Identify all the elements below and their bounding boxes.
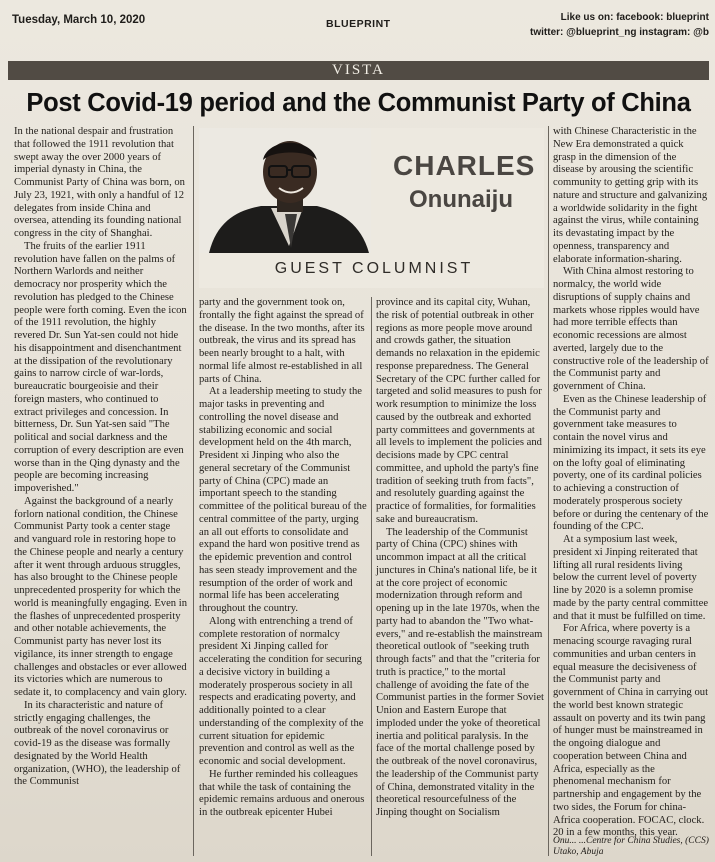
column-rule — [193, 126, 194, 856]
paragraph: At a symposium last week, president xi Jinping reiterated that lifting all rural residents living below the current level of poverty line by 2020 is a solemn promise made by the party central committee and that it must be fulfilled on time. — [553, 534, 709, 622]
paragraph: With China almost restoring to normalcy, the world wide disruptions of supply chains and markets whose ripples would have had more terrible effects than economic recessions are almost averted, largely due to the constructive role of the leadership of the Communist party and government of China. — [553, 266, 709, 392]
paper-name: BLUEPRINT — [326, 18, 391, 30]
paragraph: Even as the Chinese leadership of the Communist party and government take measures to contain the novel virus and minimizing its impact, it sets its eye on the lofty goal of eliminating poverty, one of its cardinal policies to achieving a construction of moderately prosperous society before or during the centenary of the founding of the CPC. — [553, 393, 709, 533]
social-line-2: twitter: @blueprint_ng instagram: @b — [530, 27, 709, 38]
paragraph: The leadership of the Communist party of China (CPC) shines with uncommon impact at all the critical junctures in China's national life, be it at the core project of economic modernization through reform and opening up in the late 1970s, when the party had to abandon the "Two what-evers," and re-establish the mainstream theoretical outlook of "seeking truth through facts" and that the "criteria for truth is practice," to the mortal challenge of avoiding the fate of the Communist parties in the former Soviet Union and Eastern Europe that imploded under the yoke of theoretical inertia and political paralysis. In the face of the mortal challenge posed by the outbreak of the novel coronavirus, the leadership of the Communist party of China, demonstrated vitality in the theoretical resourcefulness of the Jinping thought on Socialism — [376, 526, 545, 818]
paragraph: At a leadership meeting to study the major tasks in preventing and controlling the novel disease and stabilizing economic and social development held on the 4th march, President xi Jinping who also the general secretary of the Communist party of China (CPC) made an important speech to the standing committee of the political bureau of the central committee of the party, urging an all out efforts to consolidate and expand the hard won positive trend as the epidemic prevention and control has seen steady improvement and the resumption of the order of work and normal life has been accelerating throughout the country. — [199, 386, 367, 614]
paragraph: with Chinese Characteristic in the New Era demonstrated a quick grasp in the dimension of the disease by arousing the scientific community to getting grip with its nature and structure and galvanizing a worldwide solidarity in the fight against the virus, while containing its devastating impact by the openness, transparency and elaborate information-sharing. — [553, 126, 708, 265]
social-line-1: Like us on: facebook: blueprint — [560, 12, 709, 23]
issue-date: Tuesday, March 10, 2020 — [12, 14, 146, 26]
author-portrait — [199, 128, 371, 253]
author-credit: Onu... ...Centre for China Studies, (CCS) Utako, Abuja — [553, 836, 709, 857]
column-rule — [371, 297, 372, 856]
article-headline: Post Covid-19 period and the Communist Party of China — [26, 89, 691, 117]
social-handles — [459, 10, 709, 40]
paragraph: He further reminded his colleagues that while the task of containing the epidemic remains arduous and onerous in the outbreak epicenter Hubei — [199, 768, 365, 818]
paragraph: For Africa, where poverty is a menacing scourge ravaging rural communities and urban centers in equal measure the decisiveness of the Communist party and government of China in carrying out the world best known strategic assault on poverty and its twin pang of hunger must be mainstreamed in the ongoing dialogue and cooperation between China and Africa, especially as the phenomenal mechanism for partnership and engagement by the two sides, the Forum for china-Africa cooperation. FOCAC, clock. 20 in a few months, this year. — [553, 623, 709, 839]
author-photo — [199, 128, 371, 253]
masthead — [8, 10, 709, 44]
columnist-first-name: CHARLES — [393, 150, 536, 181]
paragraph: Along with entrenching a trend of complete restoration of normalcy president Xi Jinping called for accelerating the condition for securing a decisive victory in building a moderately prosperous society in all respects and eradicating poverty, and additionally pointed to a clear understanding of the complexity of the current situation for epidemic prevention and control as well as the economic and social development. — [199, 615, 364, 767]
paragraph: In its characteristic and nature of strictly engaging challenges, the outbreak of the novel coronavirus or covid-19 as the disease was formally designated by the World Health organization, (WHO), the leadership of the Communist — [14, 699, 181, 788]
columnist-byline-box — [199, 128, 544, 288]
paragraph: province and its capital city, Wuhan, the risk of potential outbreak in other regions as more people move around and crowds gather, the situation demands no relaxation in the epidemic response preparedness. The General Secretary of the CPC further called for targeted and solid measures to push for work resumption to minimize the loss caused by the outbreak and exhorted party committees and governments at all levels to implement the policies and decisions made by CPC central committee, and uphold the party's fine tradition of seeking truth from facts", and resolutely guarding against the practice of formalities, for formalities sake and bureaucratism. — [376, 297, 542, 525]
article-column-3 — [376, 297, 544, 858]
article-column-4 — [553, 126, 709, 839]
paragraph: The fruits of the earlier 1911 revolution have fallen on the palms of Northern Warlords and neither democracy nor prosperity which the revolution has pledged to the Chinese people were forth coming. Even the icon of the 1911 revolution, the highly revered Dr. Sun Yat-sen could not hide his disappointment and disenchantment at the dissipation of the revolutionary gains to narrow circle of war-lords, bureaucratic bourgeoisie and their foreign masters, who continued to extract privileges and concession. In bitterness, Dr. Sun Yat-sen said "The political and social darkness and the corruption of every description are even worse than in the Qing dynasty and the people are becoming increasing impoverished." — [14, 240, 187, 494]
article-column-2 — [199, 297, 367, 858]
paragraph: Against the background of a nearly forlorn national condition, the Chinese Communist Party took a center stage and vanguard role in restoring hope to the Chinese people and nearly a century after it went through arduous struggles, has also brought to the Chinese people unprecedented prosperity for which the world is meaningfully engaging. Even in the flashes of unprecedented prosperity and other notable achievements, the Communist party has never lost its vigilance, its inner strength to engage challenges and obstacles or ever allowed its victories which are numerous to sedate it, to complacency and vain glory. — [14, 495, 187, 698]
paragraph: In the national despair and frustration that followed the 1911 revolution that swept away the over 2000 years of imperial dynasty in China, the Communist Party of China was born, on July 23, 1921, with only a handful of 12 delegates from inside China and oversea, attending its founding national congress in the city of Shanghai. — [14, 126, 185, 239]
column-rule — [548, 126, 549, 856]
guest-columnist-label: GUEST COLUMNIST — [274, 260, 474, 277]
columnist-last-name: Onunaiju — [409, 186, 513, 213]
paragraph: party and the government took on, frontally the fight against the spread of the disease. In the two months, after its outbreak, the virus and its spread has been nearly brought to a halt, with normal life almost re-established in all parts of China. — [199, 297, 365, 385]
section-banner: VISTA — [8, 61, 709, 80]
article-column-1 — [14, 126, 188, 858]
